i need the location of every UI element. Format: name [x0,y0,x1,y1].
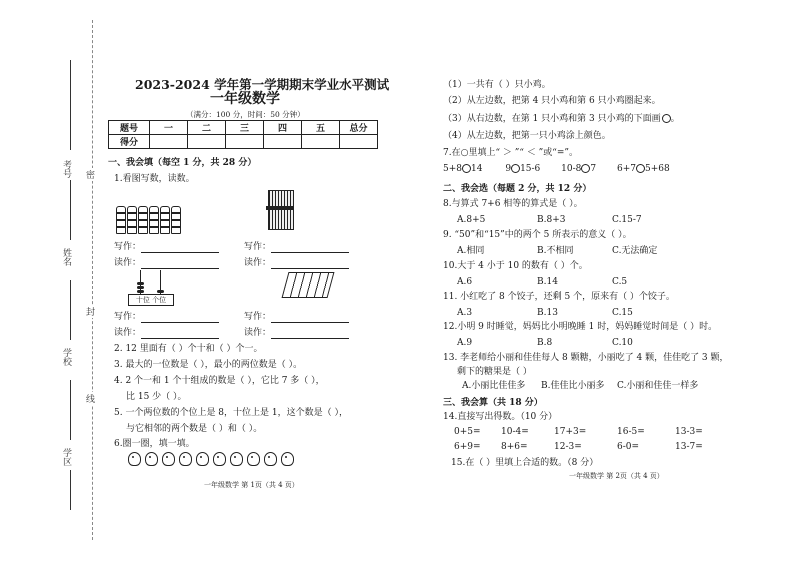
question-2: 2. 12 里面有（ ）个十和（ ）个一。 [114,344,263,354]
read-label: 读作： [244,258,349,269]
compare-circle-icon[interactable] [636,164,645,173]
score-cell[interactable] [226,135,264,149]
calc-item: 13-3= [675,427,703,437]
compare-circle-icon[interactable] [462,164,471,173]
option[interactable]: A.6 [457,277,473,287]
bottle-icon [127,206,137,234]
margin-label-district: 学区 [61,448,71,466]
option[interactable]: B.8 [537,338,553,348]
question-12: 12.小明 9 时睡觉，妈妈比小明晚睡 1 时，妈妈睡觉时间是（ ）时。 [443,322,718,332]
read-label: 读作： [114,328,219,339]
score-cell[interactable] [264,135,302,149]
question-3: 3. 最大的一位数是（ ），最小的两位数是（ ）。 [114,360,303,370]
exam-subject: 一年级数学 [210,91,280,107]
question-11: 11. 小红吃了 8 个饺子，还剩 5 个，原来有（ ）个饺子。 [443,292,675,302]
question-5-line-2: 与它相邻的两个数是（ ）和（ ）。 [126,424,263,434]
question-4-line-1: 4. 2 个一和 1 个十组成的数是（ ），它比 7 多（ ）， [114,376,325,386]
option[interactable]: C.5 [612,277,628,287]
chick-icon [213,452,226,466]
abacus-base: 十位 个位 [128,294,174,306]
score-header-cell: 一 [150,121,188,135]
calc-item: 17+3= [554,427,587,437]
calc-item: 13-7= [675,442,703,452]
chick-icon [247,452,260,466]
score-cell[interactable] [150,135,188,149]
compare-item: 6+7 5+68 [617,164,670,174]
question-1: 1.看图写数，读数。 [114,174,195,184]
calc-item: 6-0= [617,442,640,452]
option[interactable]: C.10 [612,338,633,348]
seal-dashed-line [92,20,93,540]
option[interactable]: B.8+3 [537,215,566,225]
calc-item: 12-3= [554,442,582,452]
fill-line-name [70,180,71,240]
score-cell[interactable] [188,135,226,149]
question-5-line-1: 5. 一个两位数的个位上是 8，十位上是 1，这个数是（ ）， [114,408,348,418]
cube-block-image [282,272,335,298]
option[interactable]: C.15-7 [612,215,642,225]
question-4-line-2: 比 15 少（ ）。 [126,392,187,402]
stick-bundle-image [268,190,294,230]
option[interactable]: C.15 [612,308,633,318]
chick-icon [264,452,277,466]
option[interactable]: C.小丽和佳佳一样多 [617,381,699,391]
write-label: 写作： [244,312,349,323]
seal-mark-2: 封 [86,305,95,318]
chick-icon [281,452,294,466]
compare-item: 5+8 14 [443,164,483,174]
read-label: 读作： [244,328,349,339]
abacus-bead [157,290,164,293]
sub-question-1: （1）一共有（ ）只小鸡。 [443,80,551,90]
chick-icon [230,452,243,466]
left-page-footer: 一年级数学 第 1页（共 4 页） [204,481,299,489]
section-1-heading: 一、我会填（每空 1 分，共 28 分） [108,158,257,168]
question-10: 10.大于 4 小于 10 的数有（ ）个。 [443,261,588,271]
option[interactable]: B.佳佳比小丽多 [541,381,605,391]
bottle-icon [171,206,181,234]
seal-mark-1: 密 [86,168,95,181]
chick-icon [128,452,141,466]
question-7: 7.在○里填上“ ＞ ”“ ＜ ”或“=”。 [443,148,579,158]
compare-circle-icon[interactable] [511,164,520,173]
score-header-cell: 三 [226,121,264,135]
sub-question-2: （2）从左边数，把第 4 只小鸡和第 6 只小鸡圈起来。 [443,96,661,106]
abacus-bead [137,290,144,293]
calc-item: 8+6= [501,442,528,452]
chick-icon [145,452,158,466]
stick-bundle-band [266,206,294,210]
margin-label-exam-number: 考号 [61,160,71,178]
option[interactable]: A.3 [457,308,473,318]
score-table [108,120,378,149]
option[interactable]: C.无法确定 [612,246,658,256]
sub-question-3: （3）从右边数，在第 1 只小鸡和第 3 只小鸡的下面画 。 [443,114,680,124]
chick-icon [162,452,175,466]
option[interactable]: A.9 [457,338,473,348]
calc-item: 0+5= [454,427,481,437]
abacus-bead [137,282,144,285]
option[interactable]: B.14 [537,277,558,287]
option[interactable]: B.13 [537,308,558,318]
margin-label-school: 学校 [61,348,71,366]
bottle-icon [149,206,159,234]
write-label: 写作： [114,312,219,323]
question-6: 6.圈一圈，填一填。 [114,439,195,449]
fill-line-district [70,380,71,440]
option[interactable]: A.相同 [457,246,485,256]
score-row-label: 得分 [109,135,150,149]
option[interactable]: A.8+5 [457,215,486,225]
exam-meta: （满分：100 分，时间：50 分钟） [186,110,305,119]
abacus-bead [137,286,144,289]
exam-title: 2023-2024 学年第一学期期末学业水平测试 [135,77,390,92]
calc-item: 16-5= [617,427,645,437]
write-label: 写作： [114,242,219,253]
compare-item: 10-8 7 [561,164,597,174]
score-cell[interactable] [340,135,378,149]
circle-mark-icon [662,114,671,123]
score-header-row [109,121,378,135]
chick-icon [179,452,192,466]
score-header-cell: 总分 [340,121,378,135]
read-label: 读作： [114,258,219,269]
fill-line-exam-number [70,60,71,150]
write-label: 写作： [244,242,349,253]
calc-item: 6+9= [454,442,481,452]
chick-icon [196,452,209,466]
score-header-cell: 二 [188,121,226,135]
bottle-icon [160,206,170,234]
question-13-line-1: 13. 李老师给小丽和佳佳每人 8 颗糖，小丽吃了 4 颗，佳佳吃了 3 颗， [443,353,729,363]
binding-margin [0,0,100,562]
bottle-icon [116,206,126,234]
option[interactable]: B.不相同 [537,246,574,256]
question-9: 9. “50”和“15”中的两个 5 所表示的意义（ ）。 [443,230,632,240]
bottle-icon [138,206,148,234]
fill-line-school [70,280,71,340]
compare-row [443,164,670,175]
compare-item: 9 15-6 [505,164,541,174]
score-value-row [109,135,378,149]
section-3-heading: 三、我会算（共 18 分） [443,398,543,408]
calc-item: 10-4= [501,427,529,437]
question-14: 14.直接写出得数。（10 分） [443,412,558,422]
question-8: 8.与算式 7+6 相等的算式是（ ）。 [443,199,583,209]
sub-question-4: （4）从左边数，把第一只小鸡涂上颜色。 [443,131,611,141]
option[interactable]: A.小丽比佳佳多 [462,381,526,391]
score-header-cell: 四 [264,121,302,135]
section-2-heading: 二、我会选（每题 2 分，共 12 分） [443,184,592,194]
fill-line-bottom [70,470,71,510]
question-15: 15.在（ ）里填上合适的数。（8 分） [451,458,599,468]
right-page-footer: 一年级数学 第 2页（共 4 页） [569,472,664,480]
seal-mark-3: 线 [86,392,95,405]
score-cell[interactable] [302,135,340,149]
question-13-line-2: 剩下的糖果是（ ） [457,367,532,377]
margin-label-name: 姓名 [61,248,71,266]
score-header-cell: 五 [302,121,340,135]
score-header-cell: 题号 [109,121,150,135]
